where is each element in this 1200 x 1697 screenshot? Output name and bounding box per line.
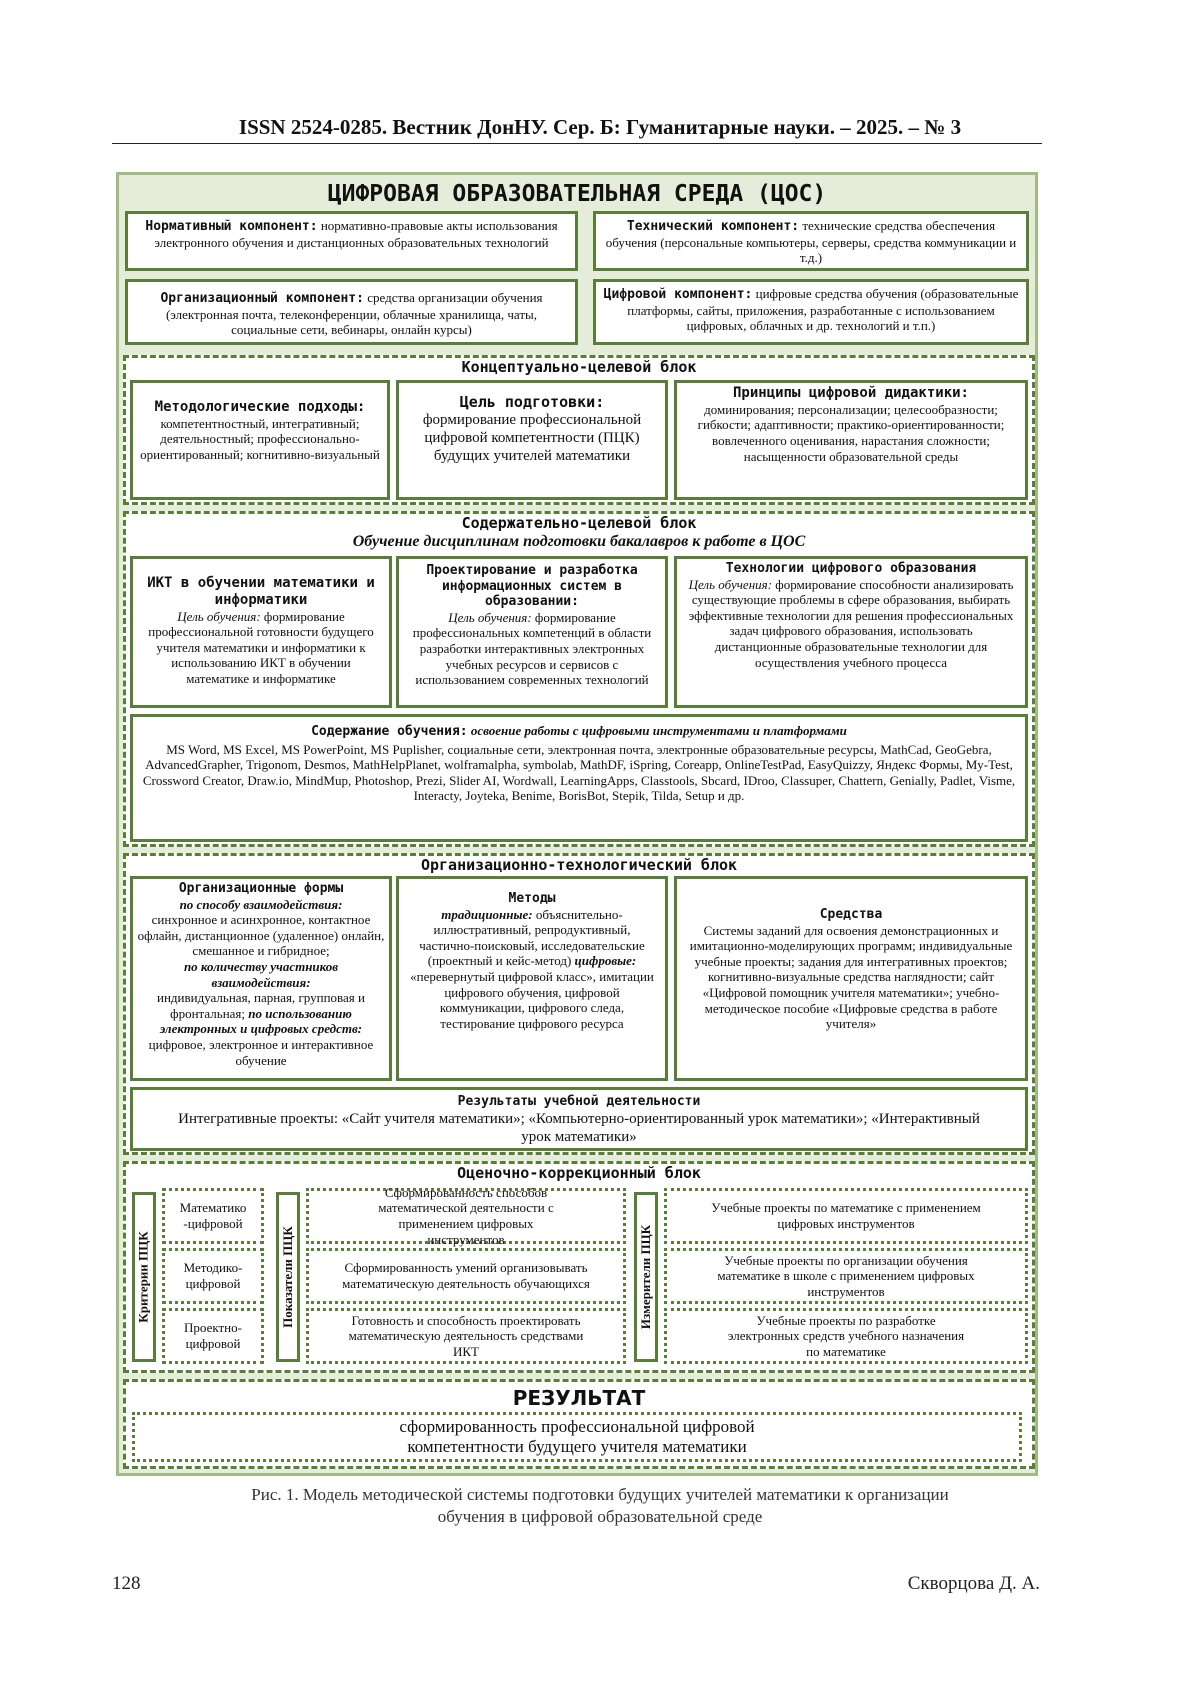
technical-text: технические средства обеспечения обучения (персональные компьютеры, серверы, средства коммуникации и т.д.)	[605, 218, 1017, 266]
normative-component	[125, 211, 578, 271]
organizational-text: средства организации обучения (электронная почта, телеконференции, облачные хранилища, чаты, социальные сети, вебинары, онлайн курсы)	[165, 290, 543, 338]
page-number: 128	[112, 1573, 141, 1594]
orgtech-block	[123, 853, 1035, 1155]
methods-text1: объяснительно-иллюстративный, репродуктивный, частично-поисковый, исследовательские (проектный и кейс-метод)	[419, 906, 645, 969]
forms-text3: цифровое, электронное и интерактивное обучение	[148, 1036, 374, 1068]
forms-box	[130, 876, 392, 1081]
indicator-item: Сформированность способов математической деятельности с применением цифровых инструментов	[306, 1188, 626, 1244]
training-box	[130, 714, 1028, 842]
ict-title: ИКТ в обучении математики и информатики	[147, 575, 375, 608]
forms-text1: синхронное и асинхронное, контактное офлайн, дистанционное (удаленное) онлайн, смешанное и гибридное;	[137, 912, 385, 959]
methods-box	[396, 876, 668, 1081]
digital-title: Цифровой компонент:	[603, 287, 753, 302]
technical-title: Технический компонент:	[626, 219, 800, 234]
caption-line-1: Рис. 1. Модель методической системы подготовки будущих учителей математики к организации	[251, 1485, 949, 1504]
measure-item: Учебные проекты по организации обучения математике в школе с применением цифровых инструментов	[664, 1248, 1028, 1304]
technical-component	[593, 211, 1029, 271]
result-text: сформированность профессиональной цифровой компетентности будущего учителя математики	[132, 1412, 1022, 1462]
goal-box	[396, 380, 668, 500]
eval-block	[123, 1161, 1035, 1373]
normative-text: нормативно-правовые акты использования электронного обучения и дистанционных образовательных технологий	[154, 218, 558, 250]
organizational-title: Организационный компонент:	[160, 291, 364, 306]
forms-label1: по способу взаимодействия:	[179, 896, 343, 912]
tech-goal-label: Цель обучения:	[688, 576, 773, 592]
eval-title: Оценочно-коррекционный блок	[457, 1164, 701, 1182]
tech-text: формирование способности анализировать существующие проблемы в сфере образования, выбирать эффективные технологии для решения профессиональных задач цифрового образования, использовать дистанционные образовательные технологии для осуществления учебного процесса	[688, 576, 1014, 670]
tech-box	[674, 556, 1028, 708]
principles-box	[674, 380, 1028, 500]
journal-header: ISSN 2524-0285. Вестник ДонНУ. Сер. Б: Гуманитарные науки. – 2025. – № 3	[238, 115, 962, 139]
training-subtitle: освоение работы с цифровыми инструментами и платформами	[470, 723, 847, 738]
ict-goal-label: Цель обучения:	[177, 608, 261, 624]
indicator-item: Готовность и способность проектировать математическую деятельность средствами ИКТ	[306, 1308, 626, 1364]
approaches-title: Методологические подходы:	[154, 399, 366, 415]
tech-title: Технологии цифрового образования	[725, 561, 977, 576]
means-title: Средства	[819, 907, 883, 922]
goal-text: формирование профессиональной цифровой компетентности (ПЦК) будущих учителей математики	[422, 412, 642, 464]
design-box	[396, 556, 668, 708]
approaches-box	[130, 380, 390, 500]
means-box	[674, 876, 1028, 1081]
criteria-label: Критерии ПЦК	[136, 1231, 152, 1323]
figure-diagram	[116, 172, 1038, 1476]
caption-line-2: обучения в цифровой образовательной среде	[437, 1507, 763, 1527]
goal-title: Цель подготовки:	[459, 393, 605, 411]
means-text: Системы заданий для освоения демонстрационных и имитационно-моделирующих программ; индивидуальные учебные проекты; задания для интегративных проектов; когнитивно-визуальные средства наглядности; сайт «Цифровой помощник учителя математики»; учебно-методическое пособие «Цифровые средства в работе учителя»	[689, 922, 1013, 1032]
measure-item: Учебные проекты по математике с применением цифровых инструментов	[664, 1188, 1028, 1244]
content-title: Содержательно-целевой блок	[461, 514, 697, 532]
design-text: формирование профессиональных компетенций в области разработки интерактивных электронных учебных ресурсов и сервисов с использованием современных технологий	[412, 609, 652, 688]
normative-title: Нормативный компонент:	[145, 219, 318, 234]
result-title: РЕЗУЛЬТАТ	[512, 1386, 646, 1410]
result-block	[123, 1379, 1035, 1469]
indicators-label: Показатели ПЦК	[280, 1226, 296, 1328]
methods-label1: традиционные:	[441, 906, 533, 922]
criteria-item: Математико -цифровой	[162, 1188, 264, 1244]
forms-title: Организационные формы	[178, 881, 344, 896]
approaches-text: компетентностный, интегративный; деятельностный; профессионально-ориентированный; когнитивно-визуальный	[140, 415, 380, 462]
design-title: Проектирование и разработка информационных систем в образовании:	[426, 563, 638, 610]
orgtech-title: Организационно-технологический блок	[420, 856, 738, 874]
indicator-item: Сформированность умений организовывать математическую деятельность обучающихся	[306, 1248, 626, 1304]
training-title: Содержание обучения:	[311, 724, 468, 739]
results-title: Результаты учебной деятельности	[457, 1094, 701, 1109]
forms-text2: индивидуальная, парная, групповая и фронтальная;	[157, 990, 365, 1021]
measure-item: Учебные проекты по разработке электронных средств учебного назначения по математике	[664, 1308, 1028, 1364]
content-block	[123, 511, 1035, 847]
conceptual-title: Концептуально-целевой блок	[461, 358, 697, 376]
organizational-component	[125, 279, 578, 345]
principles-title: Принципы цифровой дидактики:	[732, 385, 969, 401]
conceptual-block	[123, 355, 1035, 505]
content-subtitle: Обучение дисциплинам подготовки бакалавров к работе в ЦОС	[352, 533, 806, 550]
cos-title: ЦИФРОВАЯ ОБРАЗОВАТЕЛЬНАЯ СРЕДА (ЦОС)	[327, 181, 827, 207]
results-box	[130, 1087, 1028, 1151]
ict-box	[130, 556, 392, 708]
digital-component	[593, 279, 1029, 345]
digital-text: цифровые средства обучения (образовательные платформы, сайты, приложения, разработанные с использованием цифровых, облачных и др. технологий и т.п.)	[627, 286, 1019, 334]
ict-text: формирование профессиональной готовности будущего учителя математики и информатики к использованию ИКТ в обучении математике и информатике	[148, 608, 374, 686]
training-text: MS Word, MS Excel, MS PowerPoint, MS Puplisher, социальные сети, электронная почта, электронные образовательные ресурсы, MathCad, GeoGebra, AdvancedGrapher, Trigonom, Desmos, MathHelpPlanet, wolframalpha, symbolab, MathDF, iSpring, Coreapp, OnlineTestPad, EasyQuizzy, Яндекс Формы, My-Test, Crossword Creator, Draw.io, MindMup, Photoshop, Prezi, Slider AI, Wordwall, LearningApps, Classtools, Sbcard, IDroo, Classuper, Chattern, Genially, Padlet, Visme, Interacty, Joyteka, Benime, BorisBot, Stepik, Tilda, Setup и др.	[142, 741, 1016, 804]
measures-label-box	[634, 1192, 658, 1362]
training-heading	[141, 723, 1017, 740]
methods-label2: цифровые:	[574, 953, 637, 969]
measures-label: Измерители ПЦК	[638, 1224, 653, 1330]
criteria-item: Методико-цифровой	[162, 1248, 264, 1304]
design-goal-label: Цель обучения:	[448, 609, 532, 625]
header-rule	[112, 143, 1042, 144]
results-text: Интегративные проекты: «Сайт учителя математики»; «Компьютерно-ориентированный урок математики»; «Интерактивный урок математики»	[178, 1110, 980, 1145]
figure-caption	[0, 1484, 1200, 1528]
indicators-label-box	[276, 1192, 300, 1362]
author: Скворцова Д. А.	[907, 1573, 1040, 1594]
methods-text2: «перевернутый цифровой класс», имитации цифрового обучения, цифровой коммуникации, цифрового следа, тестирование цифрового ресурса	[410, 968, 654, 1031]
criteria-label-box	[132, 1192, 156, 1362]
principles-text: доминирования; персонализации; целесообразности; гибкости; адаптивности; практико-ориентированности; вовлеченного оценивания, нарастания сложности; насыщенности образовательной среды	[697, 401, 1005, 464]
criteria-item: Проектно-цифровой	[162, 1308, 264, 1364]
forms-label2: по количеству участников взаимодействия:	[183, 958, 339, 990]
forms-label3: по использованию электронных и цифровых средств:	[159, 1005, 363, 1037]
methods-title: Методы	[508, 891, 556, 906]
